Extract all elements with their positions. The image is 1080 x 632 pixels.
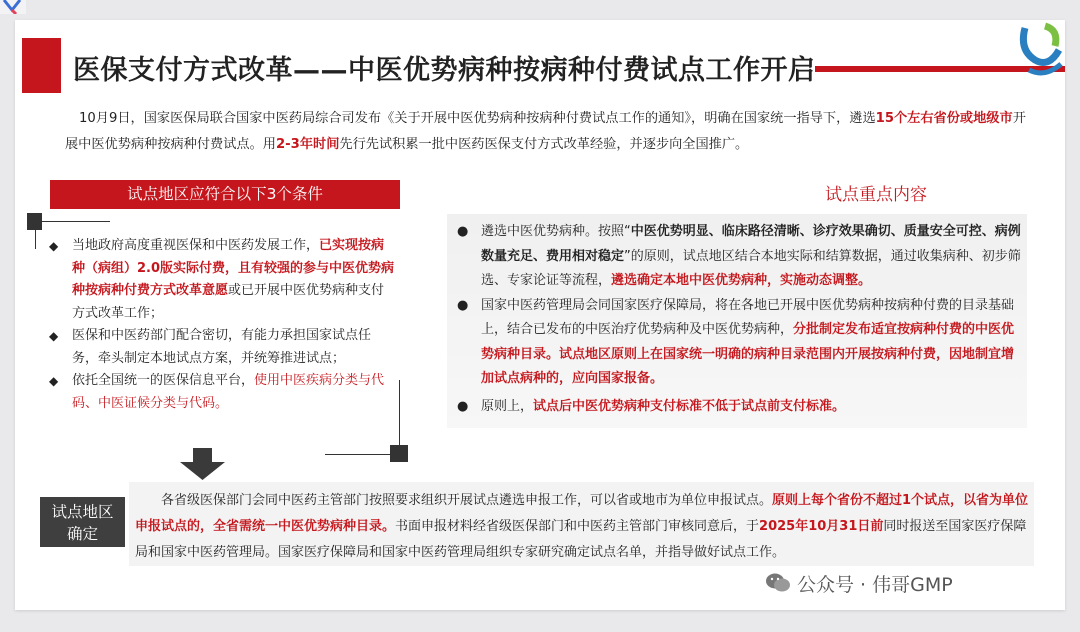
slide xyxy=(15,20,1065,610)
wechat-icon xyxy=(765,572,791,599)
key-points-title: 试点重点内容 xyxy=(825,185,927,205)
key-point-text: 国家中医药管理局会同国家医疗保障局，将在各地已开展中医优势病种按病种付费的目录基础上，结合已发布的中医治疗优势病种及中医优势病种， xyxy=(481,297,1015,337)
condition-item xyxy=(45,235,395,325)
confirm-text-part: 同时报送至国家医疗保障局和国家中医药管理局。国家医疗保障局和国家中医药管理局组织专家研究确定试点名单，并指导做好试点工作。 xyxy=(135,519,1027,560)
watermark-text: 公众号 · 伟哥GMP xyxy=(797,574,953,596)
key-point-item xyxy=(455,294,1025,392)
conditions-header: 试点地区应符合以下3个条件 xyxy=(50,180,400,209)
confirm-text xyxy=(135,488,1030,566)
diamond-bullet-icon: ◆ xyxy=(49,374,59,388)
brand-logo-icon xyxy=(1015,20,1065,78)
decor-square xyxy=(390,445,408,462)
wechat-watermark xyxy=(765,570,953,599)
confirm-label-line: 试点地区 xyxy=(51,503,114,521)
intro-paragraph xyxy=(65,106,1035,158)
diamond-bullet-icon: ◆ xyxy=(49,239,59,253)
bullet-dot-icon: ● xyxy=(457,297,469,313)
confirm-text-part: 各省级医保部门会同中医药主管部门按照要求组织开展试点遴选申报工作，可以省或地市为单位申报试点。 xyxy=(161,493,773,508)
condition-text: 或已开展中医优势病种支付方式改革工作； xyxy=(72,283,385,321)
intro-highlight: 2-3年时间 xyxy=(276,137,340,152)
key-point-highlight: 试点后中医优势病种支付标准不低于试点前支付标准。 xyxy=(533,398,846,414)
condition-text: 当地政府高度重视医保和中医药发展工作， xyxy=(72,238,320,253)
confirm-highlight: 2025年10月31日前 xyxy=(759,519,884,534)
key-point-item xyxy=(455,220,1025,294)
conditions-list xyxy=(45,235,395,415)
decor-line xyxy=(399,380,400,455)
decor-line xyxy=(325,454,400,455)
condition-highlight: 已实现按病种（病组）2.0版实际付费，且有较强的参与中医优势病种按病种付费方式改革意愿 xyxy=(72,238,395,298)
intro-highlight: 15个左右省份或地级市 xyxy=(875,111,1013,126)
key-point-item xyxy=(455,395,1025,420)
intro-text: 先行先试积累一批中医药医保支付方式改革经验，并逐步向全国推广。 xyxy=(339,137,749,152)
key-points-list xyxy=(455,220,1025,419)
key-point-highlight: 分批制定发布适宜按病种付费的中医优势病种目录。试点地区原则上在国家统一明确的病种目录范围内开展按病种付费，因地制宜增加试点病种的，应向国家报备。 xyxy=(481,322,1015,386)
confirm-label-line: 确定 xyxy=(66,525,98,543)
intro-text: 10月9日，国家医保局联合国家中医药局综合司发布《关于开展中医优势病种按病种付费试点工作的通知》，明确在国家统一指导下，遴选 xyxy=(79,111,876,126)
key-point-highlight: 遴选确定本地中医优势病种，实施动态调整。 xyxy=(611,273,872,288)
confirm-highlight: 原则上每个省份不超过1个试点，以省为单位申报试点的，全省需统一中医优势病种目录。 xyxy=(135,493,1029,534)
title-accent-block xyxy=(22,38,61,93)
condition-text: 医保和中医药部门配合密切，有能力承担国家试点任务，牵头制定本地试点方案，并统筹推进试点； xyxy=(72,328,372,366)
slide-title: 医保支付方式改革——中医优势病种按病种付费试点工作开启 xyxy=(73,55,816,86)
condition-text: 依托全国统一的医保信息平台， xyxy=(72,373,255,388)
condition-item xyxy=(45,370,395,415)
key-point-text: ”的原则，试点地区结合本地实际和结算数据，通过收集病种、初步筛选、专家论证等流程， xyxy=(481,248,1021,288)
diamond-bullet-icon: ◆ xyxy=(49,329,59,343)
key-point-text: 遴选中医优势病种。按照“ xyxy=(481,224,631,239)
condition-highlight: 使用中医疾病分类与代码、中医证候分类与代码。 xyxy=(72,373,385,411)
confirm-text-part: 书面申报材料经省级医保部门和中医药主管部门审核同意后，于 xyxy=(395,519,760,534)
key-point-bold: 中医优势明显、临床路径清晰、诊疗效果确切、质量安全可控、病例数量充足、费用相对稳定 xyxy=(481,224,1021,264)
key-point-text: 原则上， xyxy=(481,398,534,414)
bullet-dot-icon: ● xyxy=(457,398,469,414)
bullet-dot-icon: ● xyxy=(457,224,469,239)
condition-item xyxy=(45,325,395,370)
intro-text: 开展中医优势病种按病种付费试点。用 xyxy=(65,111,1026,152)
arrow-down-icon xyxy=(180,448,225,483)
decor-line xyxy=(35,221,110,222)
confirm-label xyxy=(40,497,125,547)
app-corner-logo xyxy=(0,0,26,14)
decor-line xyxy=(35,221,36,249)
